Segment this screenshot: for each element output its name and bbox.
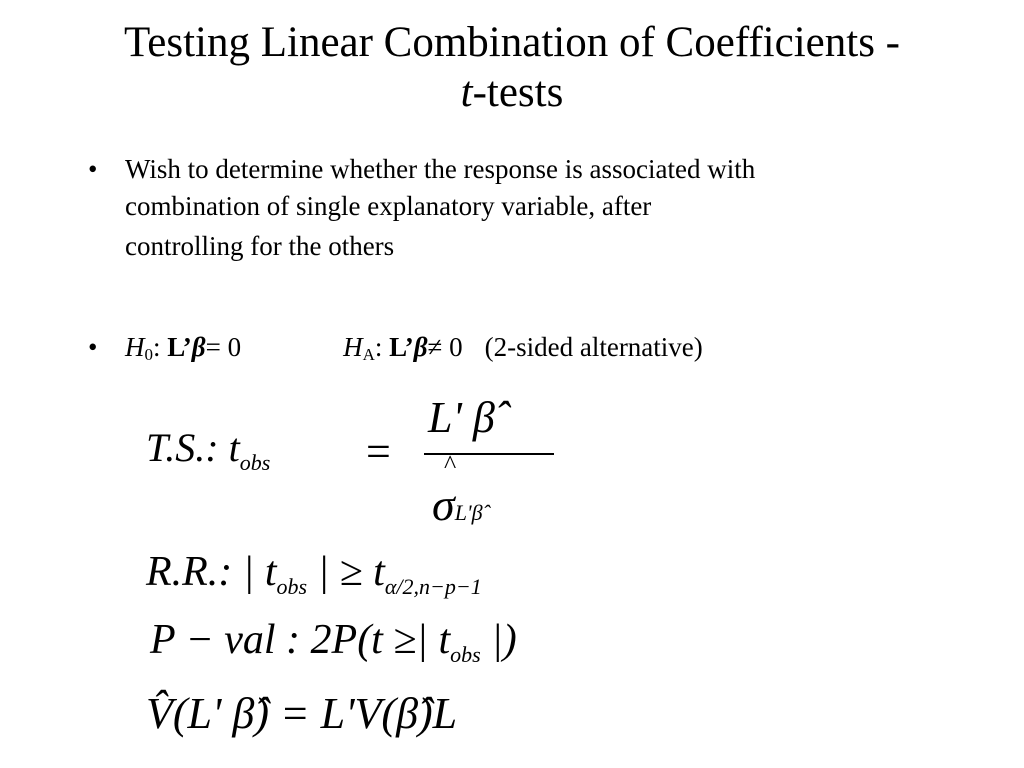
rr-critical-subscript: α/2,n−p−1 [384,574,482,599]
bullet-purpose-line-2: combination of single explanatory variable, after [125,191,652,221]
bullet-marker: • [88,154,98,184]
ts-equals: = [366,427,391,476]
bullet-purpose-line-3: controlling for the others [125,231,395,261]
variance-formula: V̂(L' β̂) = L'V(β̂)L [146,689,458,738]
sigma-hat-mark: ^ [444,450,457,479]
ha-L: L’ [389,332,414,362]
title-tests: -tests [472,69,564,116]
h0-relation: = 0 [205,332,242,362]
ha-relation: ≠ 0 [427,332,463,362]
sigma-symbol: σ [432,479,455,530]
ts-obs-subscript: obs [239,450,271,475]
ts-label-text: T.S.: t [146,425,240,470]
pval-label: P − val : 2P(t ≥| t [150,617,451,663]
title-line-2 [0,68,1024,118]
ha-colon: : [374,332,383,362]
h0-colon: : [153,332,161,362]
h0-L: L’ [167,332,192,362]
alternative-note: (2-sided alternative) [484,332,703,362]
h0-subscript: 0 [144,345,153,364]
h0-symbol: H [125,332,145,362]
pval-end: |) [480,617,517,663]
bullet-purpose-text [125,150,755,268]
rejection-region-formula [146,548,482,599]
ts-numerator: L' β̂ [428,393,495,442]
ts-denominator [432,478,483,531]
ha-beta: β [413,332,428,362]
ha-symbol: H [343,332,363,362]
rr-rest: | ≥ t [307,549,385,595]
p-value-formula [150,616,517,667]
title-t-italic: t [460,69,473,116]
hypotheses-text [125,328,703,366]
h0-beta: β [191,332,206,362]
rr-obs-subscript: obs [276,574,308,599]
rr-label: R.R.: | t [146,549,277,595]
bullet-purpose-line-1: Wish to determine whether the response is associated with [125,154,756,184]
pval-obs-subscript: obs [450,642,481,667]
slide-title [0,18,1024,118]
ha-subscript: A [362,345,375,364]
test-statistic-label [146,424,271,475]
title-line-1: Testing Linear Combination of Coefficients - [124,19,900,66]
bullet-marker: • [88,332,98,362]
sigma-subscript: L'β̂ [454,500,483,525]
